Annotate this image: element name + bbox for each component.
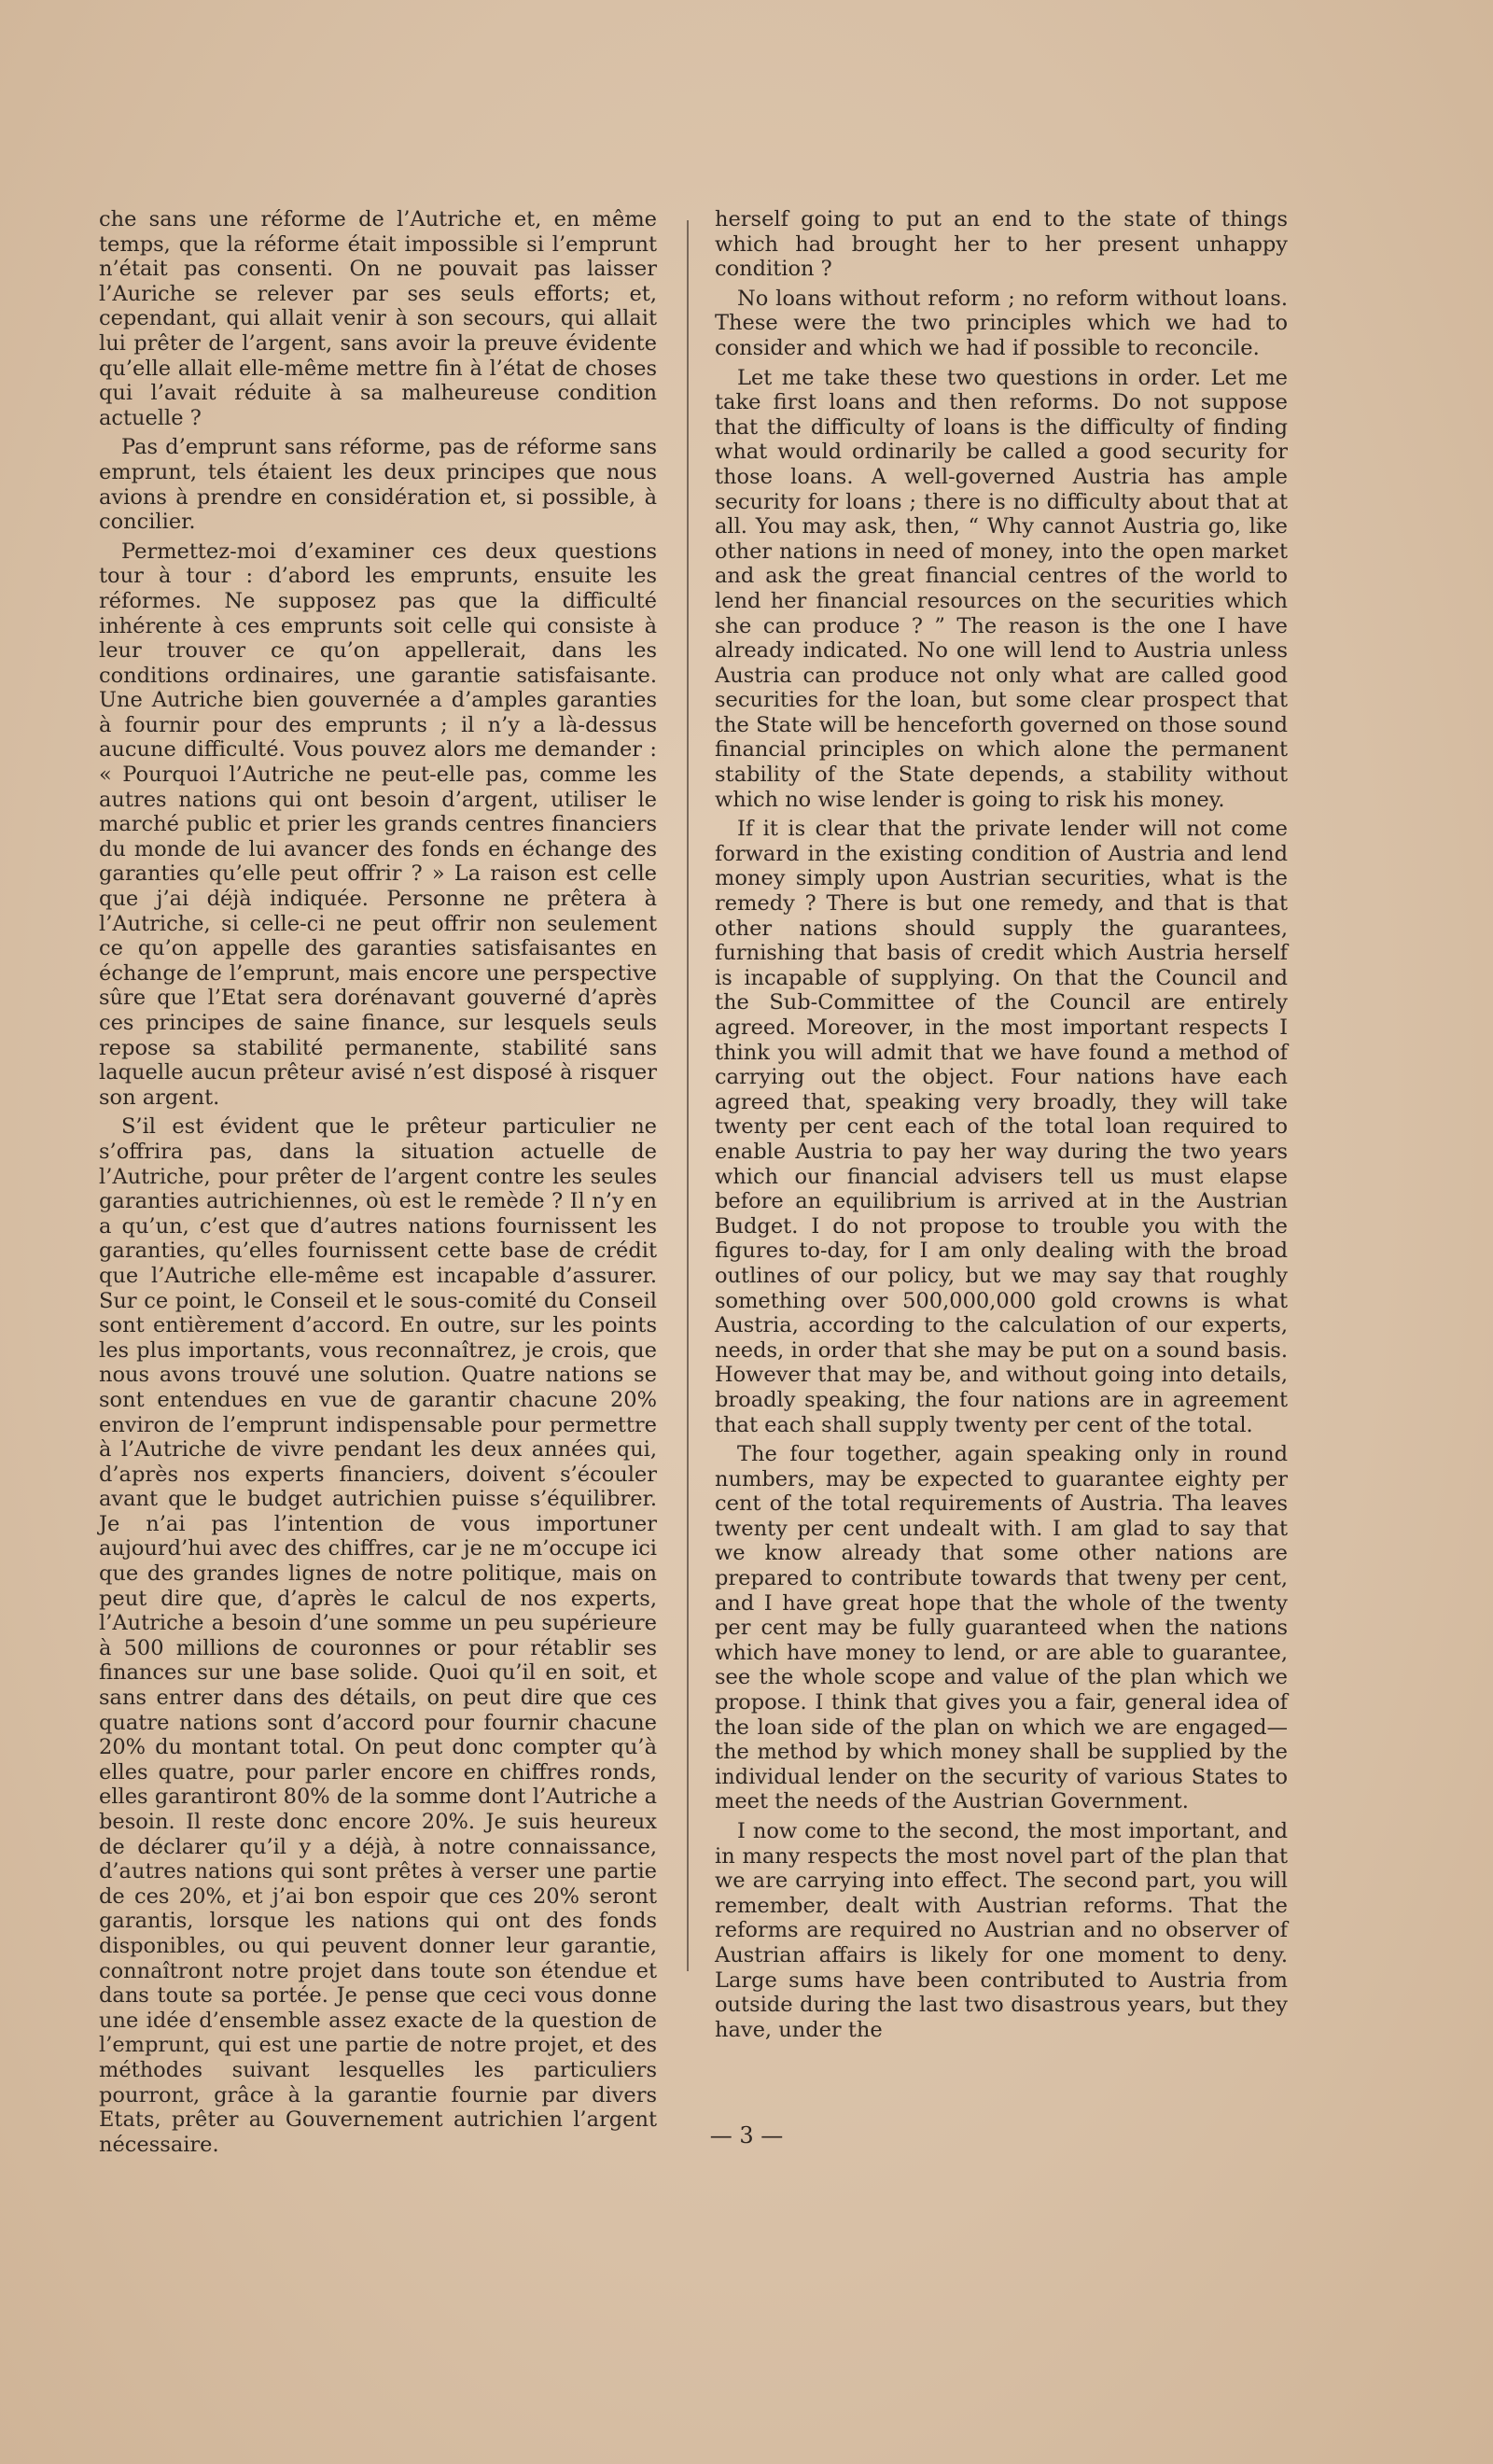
french-paragraph: che sans une réforme de l’Autriche et, en même temps, que la réforme était impossible si l’emprunt n’était pas consenti. On ne pouvait pas laisser l’Auriche se relever par ses seuls efforts; et, cependant, qui allait venir à son secours, qui allait lui prêter de l’argent, sans avoir la preuve évidente qu’elle allait elle-même mettre fin à l’état de choses qui l’avait réduite à sa malheureuse condition actuelle ? [99,207,657,430]
french-paragraph: Pas d’emprunt sans réforme, pas de réforme sans emprunt, tels étaient les deux principes que nous avions à prendre en considération et, si possible, à concilier. [99,435,657,535]
column-divider [687,220,689,1971]
french-paragraph: S’il est évident que le prêteur particulier ne s’offrira pas, dans la situation actuelle de l’Autriche, pour prêter de l’argent contre les seules garanties autrichiennes, où est le remède ? Il n’y en a qu’un, c’est que d’autres nations fournissent les garanties, qu’elles fournissent cette base de crédit que l’Autriche elle-même est incapable d’assurer. Sur ce point, le Conseil et le sous-comité du Conseil sont entièrement d’accord. En outre, sur les points les plus importants, vous reconnaîtrez, je crois, que nous avons trouvé une solution. Quatre nations se sont entendues en vue de garantir chacune 20% environ de l’emprunt indispensable pour permettre à l’Autriche de vivre pendant les deux années qui, d’après nos experts financiers, doivent s’écouler avant que le budget autrichien puisse s’équilibrer. Je n’ai pas l’intention de vous importuner aujourd’hui avec des chiffres, car je ne m’occupe ici que des grandes lignes de notre politique, mais on peut dire que, d’après le calcul de nos experts, l’Autriche a besoin d’une somme un peu supérieure à 500 millions de couronnes or pour rétablir ses finances sur une base solide. Quoi qu’il en soit, et sans entrer dans des détails, on peut dire que ces quatre nations sont d’accord pour fournir chacune 20% du montant total. On peut donc compter qu’à elles quatre, pour parler encore en chiffres ronds, elles garantiront 80% de la somme dont l’Autriche a besoin. Il reste donc encore 20%. Je suis heureux de déclarer qu’il y a déjà, à notre connaissance, d’autres nations qui sont prêtes à verser une partie de ces 20%, et j’ai bon espoir que ces 20% seront garantis, lorsque les nations qui ont des fonds disponibles, ou qui peuvent donner leur garantie, connaîtront notre projet dans toute son étendue et dans toute sa portée. Je pense que ceci vous donne une idée d’ensemble assez exacte de la question de l’emprunt, qui est une partie de notre projet, et des méthodes suivant lesquelles les particuliers pourront, grâce à la garantie fournie par divers Etats, prêter au Gouvernement autrichien l’argent nécessaire. [99,1114,657,2157]
french-column [99,207,657,2162]
page-number: — 3 — [709,2122,784,2149]
english-paragraph: If it is clear that the private lender will not come forward in the existing condition of Austria and lend money simply upon Austrian securities, what is the remedy ? There is but one remedy, and that is that other nations should supply the guarantees, furnishing that basis of credit which Austria herself is incapable of supplying. On that the Council and the Sub-Committee of the Council are entirely agreed. Moreover, in the most important respects I think you will admit that we have found a method of carrying out the object. Four nations have each agreed that, speaking very broadly, they will take twenty per cent each of the total loan required to enable Austria to pay her way during the two years which our financial advisers tell us must elapse before an equilibrium is arrived at in the Austrian Budget. I do not propose to trouble you with the figures to-day, for I am only dealing with the broad outlines of our policy, but we may say that roughly something over 500,000,000 gold crowns is what Austria, according to the calculation of our experts, needs, in order that she may be put on a sound basis. However that may be, and without going into details, broadly speaking, the four nations are in agreement that each shall supply twenty per cent of the total. [715,817,1288,1437]
french-paragraph: Permettez-moi d’examiner ces deux questions tour à tour : d’abord les emprunts, ensuite les réformes. Ne supposez pas que la difficulté inhérente à ces emprunts soit celle qui consiste à leur trouver ce qu’on appellerait, dans les conditions ordinaires, une garantie satisfaisante. Une Autriche bien gouvernée a d’amples garanties à fournir pour des emprunts ; il n’y a là-dessus aucune difficulté. Vous pouvez alors me demander : « Pourquoi l’Autriche ne peut-elle pas, comme les autres nations qui ont besoin d’argent, utiliser le marché public et prier les grands centres financiers du monde de lui avancer des fonds en échange des garanties qu’elle peut offrir ? » La raison est celle que j’ai déjà indiquée. Personne ne prêtera à l’Autriche, si celle-ci ne peut offrir non seulement ce qu’on appelle des garanties satisfaisantes en échange de l’emprunt, mais encore une perspective sûre que l’Etat sera dorénavant gouverné d’après ces principes de saine finance, sur lesquels seuls repose sa stabilité permanente, stabilité sans laquelle aucun prêteur avisé n’est disposé à risquer son argent. [99,539,657,1110]
english-paragraph: No loans without reform ; no reform without loans. These were the two principles which we had to consider and which we had if possible to reconcile. [715,286,1288,360]
english-column [715,207,1288,2047]
english-paragraph: I now come to the second, the most important, and in many respects the most novel part of the plan that we are carrying into effect. The second part, you will remember, dealt with Austrian reforms. That the reforms are required no Austrian and no observer of Austrian affairs is likely for one moment to deny. Large sums have been contributed to Austria from outside during the last two disastrous years, but they have, under the [715,1819,1288,2042]
english-paragraph: The four together, again speaking only in round numbers, may be expected to guarantee eighty per cent of the total requirements of Austria. Tha leaves twenty per cent undealt with. I am glad to say that we know already that some other nations are prepared to contribute towards that tweny per cent, and I have great hope that the whole of the twenty per cent may be fully guaranteed when the nations which have money to lend, or are able to guarantee, see the whole scope and value of the plan which we propose. I think that gives you a fair, general idea of the loan side of the plan on which we are engaged—the method by which money shall be supplied by the individual lender on the security of various States to meet the needs of the Austrian Government. [715,1442,1288,1814]
english-paragraph: Let me take these two questions in order. Let me take first loans and then reforms. Do not suppose that the difficulty of loans is the difficulty of finding what would ordinarily be called a good security for those loans. A well-governed Austria has ample security for loans ; there is no difficulty about that at all. You may ask, then, “ Why cannot Austria go, like other nations in need of money, into the open market and ask the great financial centres of the world to lend her financial resources on the securities which she can produce ? ” The reason is the one I have already indicated. No one will lend to Austria unless Austria can produce not only what are called good securities for the loan, but some clear prospect that the State will be henceforth governed on those sound financial principles on which alone the permanent stability of the State depends, a stability without which no wise lender is going to risk his money. [715,365,1288,812]
english-paragraph: herself going to put an end to the state of things which had brought her to her present unhappy condition ? [715,207,1288,282]
